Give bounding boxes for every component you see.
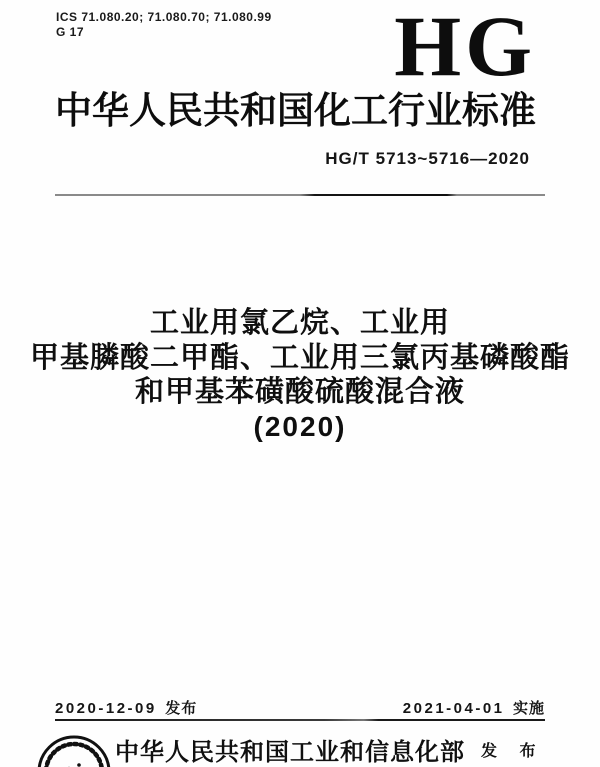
footer-divider <box>55 719 545 721</box>
implement-date: 2021-04-01 <box>402 700 505 717</box>
document-title-line-2: 甲基膦酸二甲酯、工业用三氯丙基磷酸酯 <box>29 341 570 374</box>
issue-date-group <box>55 697 197 718</box>
ics-code-block <box>56 10 272 40</box>
hg-standard-logo: HG <box>394 0 536 94</box>
issue-date-label: 发布 <box>165 700 198 717</box>
implement-date-group <box>403 697 545 718</box>
issued-by-label: 发 布 <box>481 742 545 760</box>
document-title <box>0 306 600 444</box>
classification-code: G 17 <box>56 25 85 39</box>
ics-code-line: ICS 71.080.20; 71.080.70; 71.080.99 <box>56 10 272 24</box>
document-title-year: (2020) <box>253 410 347 442</box>
issuing-authority: 中华人民共和国工业和信息化部 <box>115 738 465 766</box>
official-seal-icon <box>35 731 113 767</box>
implement-date-label: 实施 <box>512 700 545 717</box>
standard-number: HG/T 5713~5716—2020 <box>325 149 530 168</box>
document-title-line-1: 工业用氯乙烷、工业用 <box>149 307 450 339</box>
header-divider <box>55 194 545 196</box>
footer-row <box>35 731 575 767</box>
standard-category-title: 中华人民共和国化工行业标准 <box>55 91 536 132</box>
dates-row <box>55 697 545 718</box>
document-title-line-3: 和甲基苯磺酸硫酸混合液 <box>134 376 465 408</box>
issue-date: 2020-12-09 <box>55 700 157 717</box>
